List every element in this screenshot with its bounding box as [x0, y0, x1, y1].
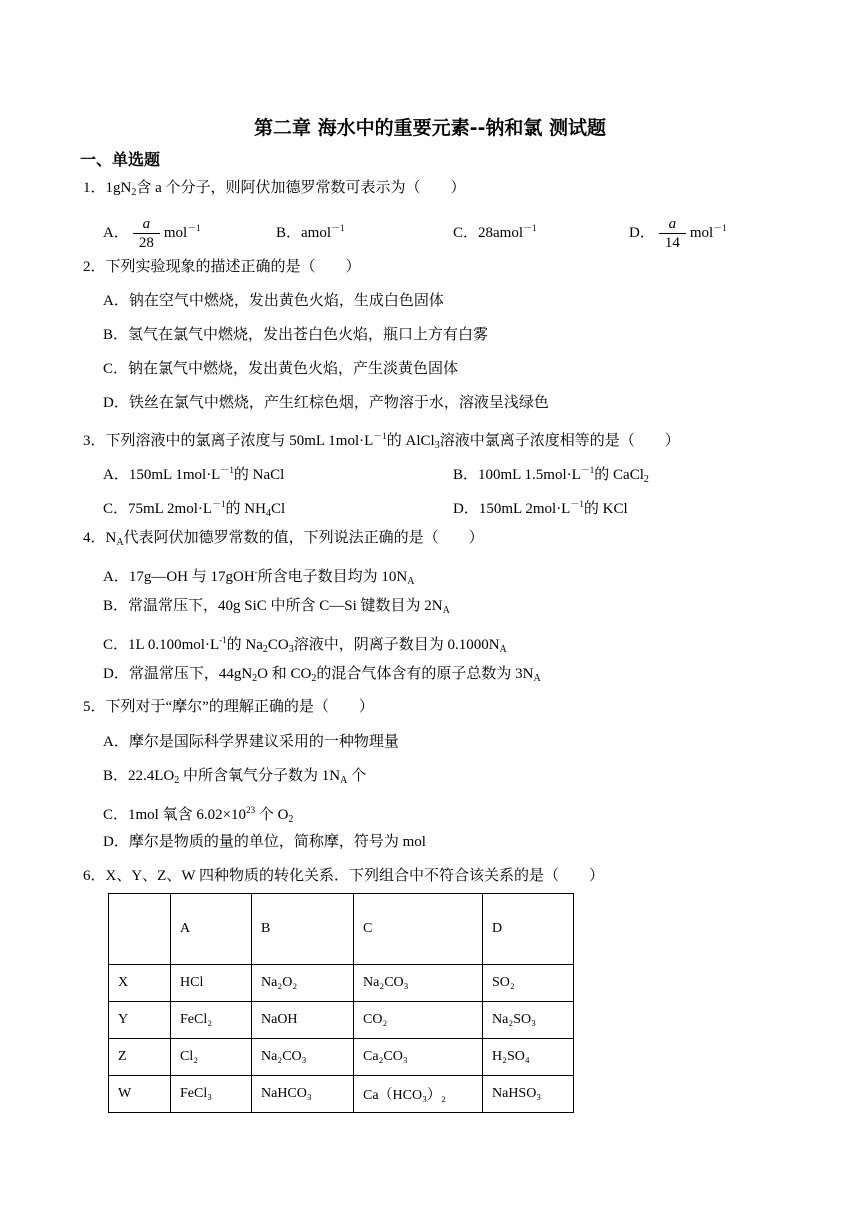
table-cell: W — [109, 1076, 171, 1113]
table-cell: Y — [109, 1002, 171, 1039]
table-cell: Cl₂ — [171, 1039, 252, 1076]
table-header-row — [109, 894, 574, 965]
question-4-option-c: C．1L $0.100mol\cdot L^{-1}$的 $Na_2CO_3$溶液中，阴离子数目为 $0.1000N_A$ — [103, 635, 507, 655]
question-1-option-c: C．28amol$^{-1}$ — [453, 223, 537, 241]
question-1-stem: 1．$1gN_2$含 a 个分子，则阿伏加德罗常数可表示为（ ） — [83, 180, 466, 198]
question-5-option-c: C．1mol 氧含 $6.02\times 10^{23}$ 个 $O_2$ — [103, 805, 294, 825]
question-1-option-b: B．amol$^{-1}$ — [276, 223, 345, 241]
section-heading: 一、单选题 — [80, 150, 161, 169]
question-1-option-d: D． $\frac{a}{14}$ mol$^{-1}$ — [629, 216, 727, 252]
table-header-cell: D — [483, 894, 574, 965]
question-1-option-a: A． $\frac{a}{28}$ mol$^{-1}$ — [103, 216, 201, 252]
page-title: 第二章 海水中的重要元素--钠和氯 测试题 — [253, 117, 606, 139]
table-row — [109, 1076, 574, 1113]
question-6-table — [108, 893, 574, 1113]
table-row — [109, 1039, 574, 1076]
question-3-option-c: C．75mL $2mol\cdot L^{-1}$的 $NH_4Cl$ — [103, 499, 286, 519]
table-cell: Ca（HCO₃）₂ — [354, 1076, 483, 1113]
table-cell: CO₂ — [354, 1002, 483, 1039]
table-row — [109, 1002, 574, 1039]
table-cell: Na₂CO₃ — [354, 965, 483, 1002]
table-cell: X — [109, 965, 171, 1002]
question-3-stem: 3．下列溶液中的氯离子浓度与 50mL $1mol\cdot L^{-1}$的 AlCl$_3$溶液中氯离子浓度相等的是（ ） — [83, 431, 680, 451]
question-2-option-d: D．铁丝在氯气中燃烧，产生红棕色烟，产物溶于水，溶液呈浅绿色 — [103, 395, 549, 411]
table-header-cell — [109, 894, 171, 965]
table-cell: Z — [109, 1039, 171, 1076]
question-5-option-a: A．摩尔是国际科学界建议采用的一种物理量 — [103, 734, 399, 750]
question-5-option-b: B．$22.4LO_2$ 中所含氧气分子数为 $1N_A$ 个 — [103, 768, 367, 786]
table-cell: NaHCO₃ — [252, 1076, 354, 1113]
table-cell: NaHSO₃ — [483, 1076, 574, 1113]
table-row — [109, 965, 574, 1002]
question-2-option-a: A．钠在空气中燃烧，发出黄色火焰，生成白色固体 — [103, 293, 444, 309]
table-cell: Ca₂CO₃ — [354, 1039, 483, 1076]
table-cell: HCl — [171, 965, 252, 1002]
table-cell: Na₂O₂ — [252, 965, 354, 1002]
question-6-stem: 6．X、Y、Z、W 四种物质的转化关系．下列组合中不符合该关系的是（ ） — [83, 868, 604, 884]
table-header-cell: B — [252, 894, 354, 965]
question-5-stem: 5．下列对于“摩尔”的理解正确的是（ ） — [83, 699, 374, 715]
question-4-option-d: D．常温常压下，$44gN_2O$ 和 $CO_2$的混合气体含有的原子总数为 $3N_A$ — [103, 666, 541, 684]
question-2-stem: 2．下列实验现象的描述正确的是（ ） — [83, 259, 361, 275]
table-cell: Na₂SO₃ — [483, 1002, 574, 1039]
table-cell: SO₂ — [483, 965, 574, 1002]
question-3-option-d: D．150mL $2mol\cdot L^{-1}$的 KCl — [453, 499, 628, 517]
question-4-stem: 4．$N_A$代表阿伏加德罗常数的值，下列说法正确的是（ ） — [83, 530, 484, 548]
table-cell: FeCl₂ — [171, 1002, 252, 1039]
table-cell: Na₂CO₃ — [252, 1039, 354, 1076]
table-header-cell: C — [354, 894, 483, 965]
question-2-option-c: C．钠在氯气中燃烧，发出黄色火焰，产生淡黄色固体 — [103, 361, 459, 377]
table-cell: H₂SO₄ — [483, 1039, 574, 1076]
table-header-cell: A — [171, 894, 252, 965]
question-3-option-b: B．100mL $1.5mol\cdot L^{-1}$的 CaCl$_2$ — [453, 465, 649, 485]
question-4-option-a: A．17g—OH 与 17gOH-所含电子数目均为 $10N_A$ — [103, 567, 415, 587]
table-cell: FeCl₃ — [171, 1076, 252, 1113]
question-5-option-d: D．摩尔是物质的量的单位，简称摩，符号为 mol — [103, 834, 426, 850]
question-3-option-a: A．150mL $1mol\cdot L^{-1}$的 NaCl — [103, 465, 285, 483]
question-4-option-b: B．常温常压下，40g SiC 中所含 C—Si 键数目为 $2N_A$ — [103, 598, 450, 616]
table-cell: NaOH — [252, 1002, 354, 1039]
question-2-option-b: B．氢气在氯气中燃烧，发出苍白色火焰，瓶口上方有白雾 — [103, 327, 489, 343]
